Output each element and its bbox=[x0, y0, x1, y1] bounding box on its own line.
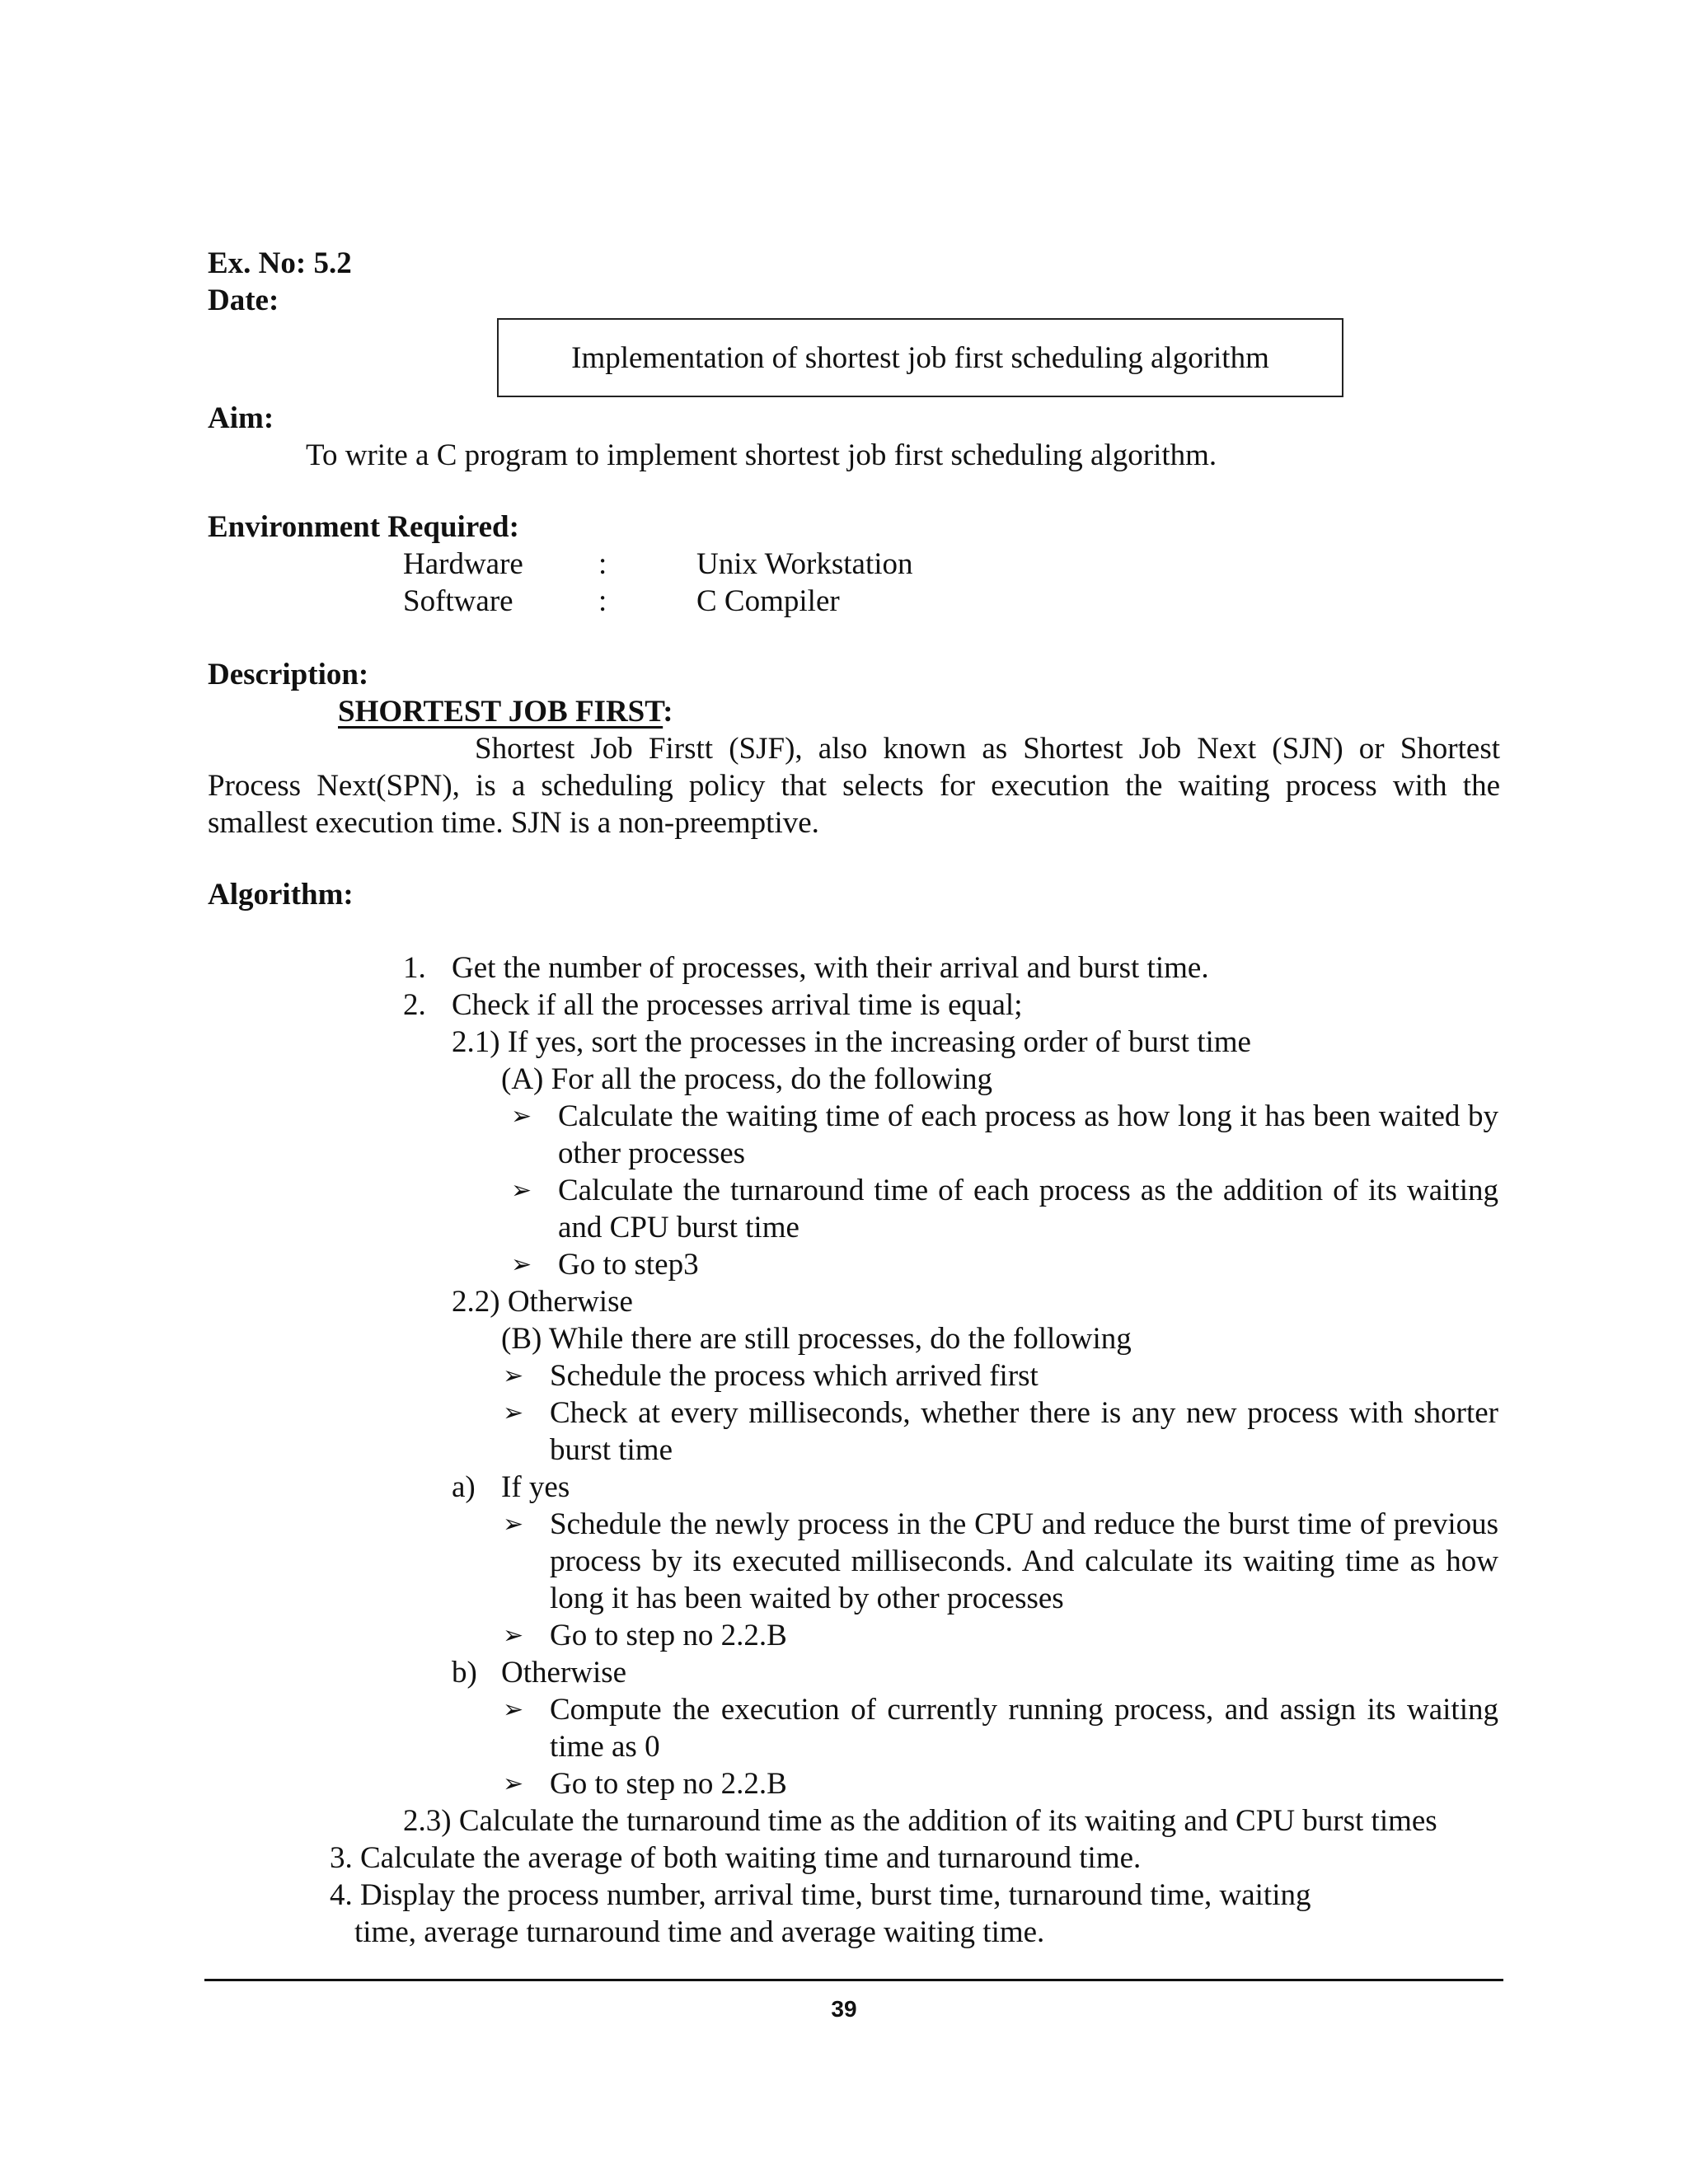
description-line-3: smallest execution time. SJN is a non-preemptive. bbox=[208, 806, 819, 840]
step-2-2-bullet-1: Schedule the process which arrived first bbox=[550, 1359, 1039, 1393]
step-b-text: Otherwise bbox=[501, 1656, 627, 1690]
exercise-number: Ex. No: 5.2 bbox=[208, 246, 352, 280]
step-2-text: Check if all the processes arrival time is equal; bbox=[452, 988, 1023, 1022]
env-software-sep: : bbox=[598, 584, 607, 618]
step-2-1-bullet-1: Calculate the waiting time of each process as how long it has been waited by other processes bbox=[558, 1099, 1498, 1170]
step-2-2-bullet-2: Check at every milliseconds, whether there is any new process with shorter burst time bbox=[550, 1396, 1498, 1467]
step-a-number: a) bbox=[452, 1470, 476, 1504]
step-b-number: b) bbox=[452, 1656, 477, 1690]
description-line-1: Shortest Job Firstt (SJF), also known as Shortest Job Next (SJN) or Shortest bbox=[475, 732, 1500, 766]
step-2-1-bullet-2: Calculate the turnaround time of each process as the addition of its waiting and CPU burst time bbox=[558, 1174, 1498, 1244]
step-3-text: 3. Calculate the average of both waiting time and turnaround time. bbox=[330, 1841, 1142, 1875]
step-2-number: 2. bbox=[403, 988, 426, 1022]
title-box bbox=[497, 318, 1343, 397]
environment-heading: Environment Required: bbox=[208, 510, 519, 544]
step-2-1-bullet-3: Go to step3 bbox=[558, 1248, 699, 1282]
step-1-number: 1. bbox=[403, 951, 426, 985]
description-subheading bbox=[338, 693, 673, 730]
env-hardware-sep: : bbox=[598, 547, 607, 581]
bullet-arrow-icon: ➢ bbox=[503, 1769, 524, 1798]
page-number: 39 bbox=[831, 1996, 857, 2022]
env-hardware-value: Unix Workstation bbox=[696, 547, 913, 581]
bullet-arrow-icon: ➢ bbox=[511, 1250, 532, 1279]
bullet-arrow-icon: ➢ bbox=[503, 1621, 524, 1650]
env-hardware-label: Hardware bbox=[403, 547, 523, 581]
step-4-line-2: time, average turnaround time and average waiting time. bbox=[354, 1915, 1045, 1949]
description-line-2: Process Next(SPN), is a scheduling policy that selects for execution the waiting process with the bbox=[208, 769, 1500, 803]
bullet-arrow-icon: ➢ bbox=[511, 1102, 532, 1131]
step-a-text: If yes bbox=[501, 1470, 570, 1504]
aim-text: To write a C program to implement shortest job first scheduling algorithm. bbox=[306, 438, 1217, 472]
algorithm-heading: Algorithm: bbox=[208, 878, 354, 912]
step-a-bullet-2: Go to step no 2.2.B bbox=[550, 1619, 787, 1652]
aim-heading: Aim: bbox=[208, 401, 274, 435]
bullet-arrow-icon: ➢ bbox=[503, 1510, 524, 1539]
title-text: Implementation of shortest job first scheduling algorithm bbox=[571, 340, 1269, 375]
step-2-2-text: 2.2) Otherwise bbox=[452, 1285, 633, 1319]
date-label: Date: bbox=[208, 284, 279, 317]
env-software-value: C Compiler bbox=[696, 584, 840, 618]
step-a-bullet-1: Schedule the newly process in the CPU and reduce the burst time of previous process by its executed milliseconds. And calculate its waiting time as how long it has been waited by other processes bbox=[550, 1507, 1498, 1615]
step-4-line-1: 4. Display the process number, arrival time, burst time, turnaround time, waiting bbox=[330, 1878, 1311, 1912]
description-heading: Description: bbox=[208, 658, 369, 691]
bullet-arrow-icon: ➢ bbox=[503, 1695, 524, 1724]
step-2-1-a-text: (A) For all the process, do the following bbox=[501, 1062, 992, 1096]
step-2-3-text: 2.3) Calculate the turnaround time as the addition of its waiting and CPU burst times bbox=[403, 1804, 1437, 1838]
sjf-title: SHORTEST JOB FIRST bbox=[338, 695, 663, 729]
bullet-arrow-icon: ➢ bbox=[503, 1399, 524, 1427]
step-b-bullet-1: Compute the execution of currently running process, and assign its waiting time as 0 bbox=[550, 1693, 1498, 1764]
sjf-title-colon: : bbox=[663, 695, 673, 729]
step-2-1-text: 2.1) If yes, sort the processes in the increasing order of burst time bbox=[452, 1025, 1251, 1059]
step-1-text: Get the number of processes, with their arrival and burst time. bbox=[452, 951, 1209, 985]
bullet-arrow-icon: ➢ bbox=[511, 1176, 532, 1205]
footer-rule bbox=[204, 1979, 1503, 1981]
step-2-2-b-text: (B) While there are still processes, do the following bbox=[501, 1322, 1132, 1356]
bullet-arrow-icon: ➢ bbox=[503, 1361, 524, 1390]
step-b-bullet-2: Go to step no 2.2.B bbox=[550, 1767, 787, 1801]
env-software-label: Software bbox=[403, 584, 513, 618]
